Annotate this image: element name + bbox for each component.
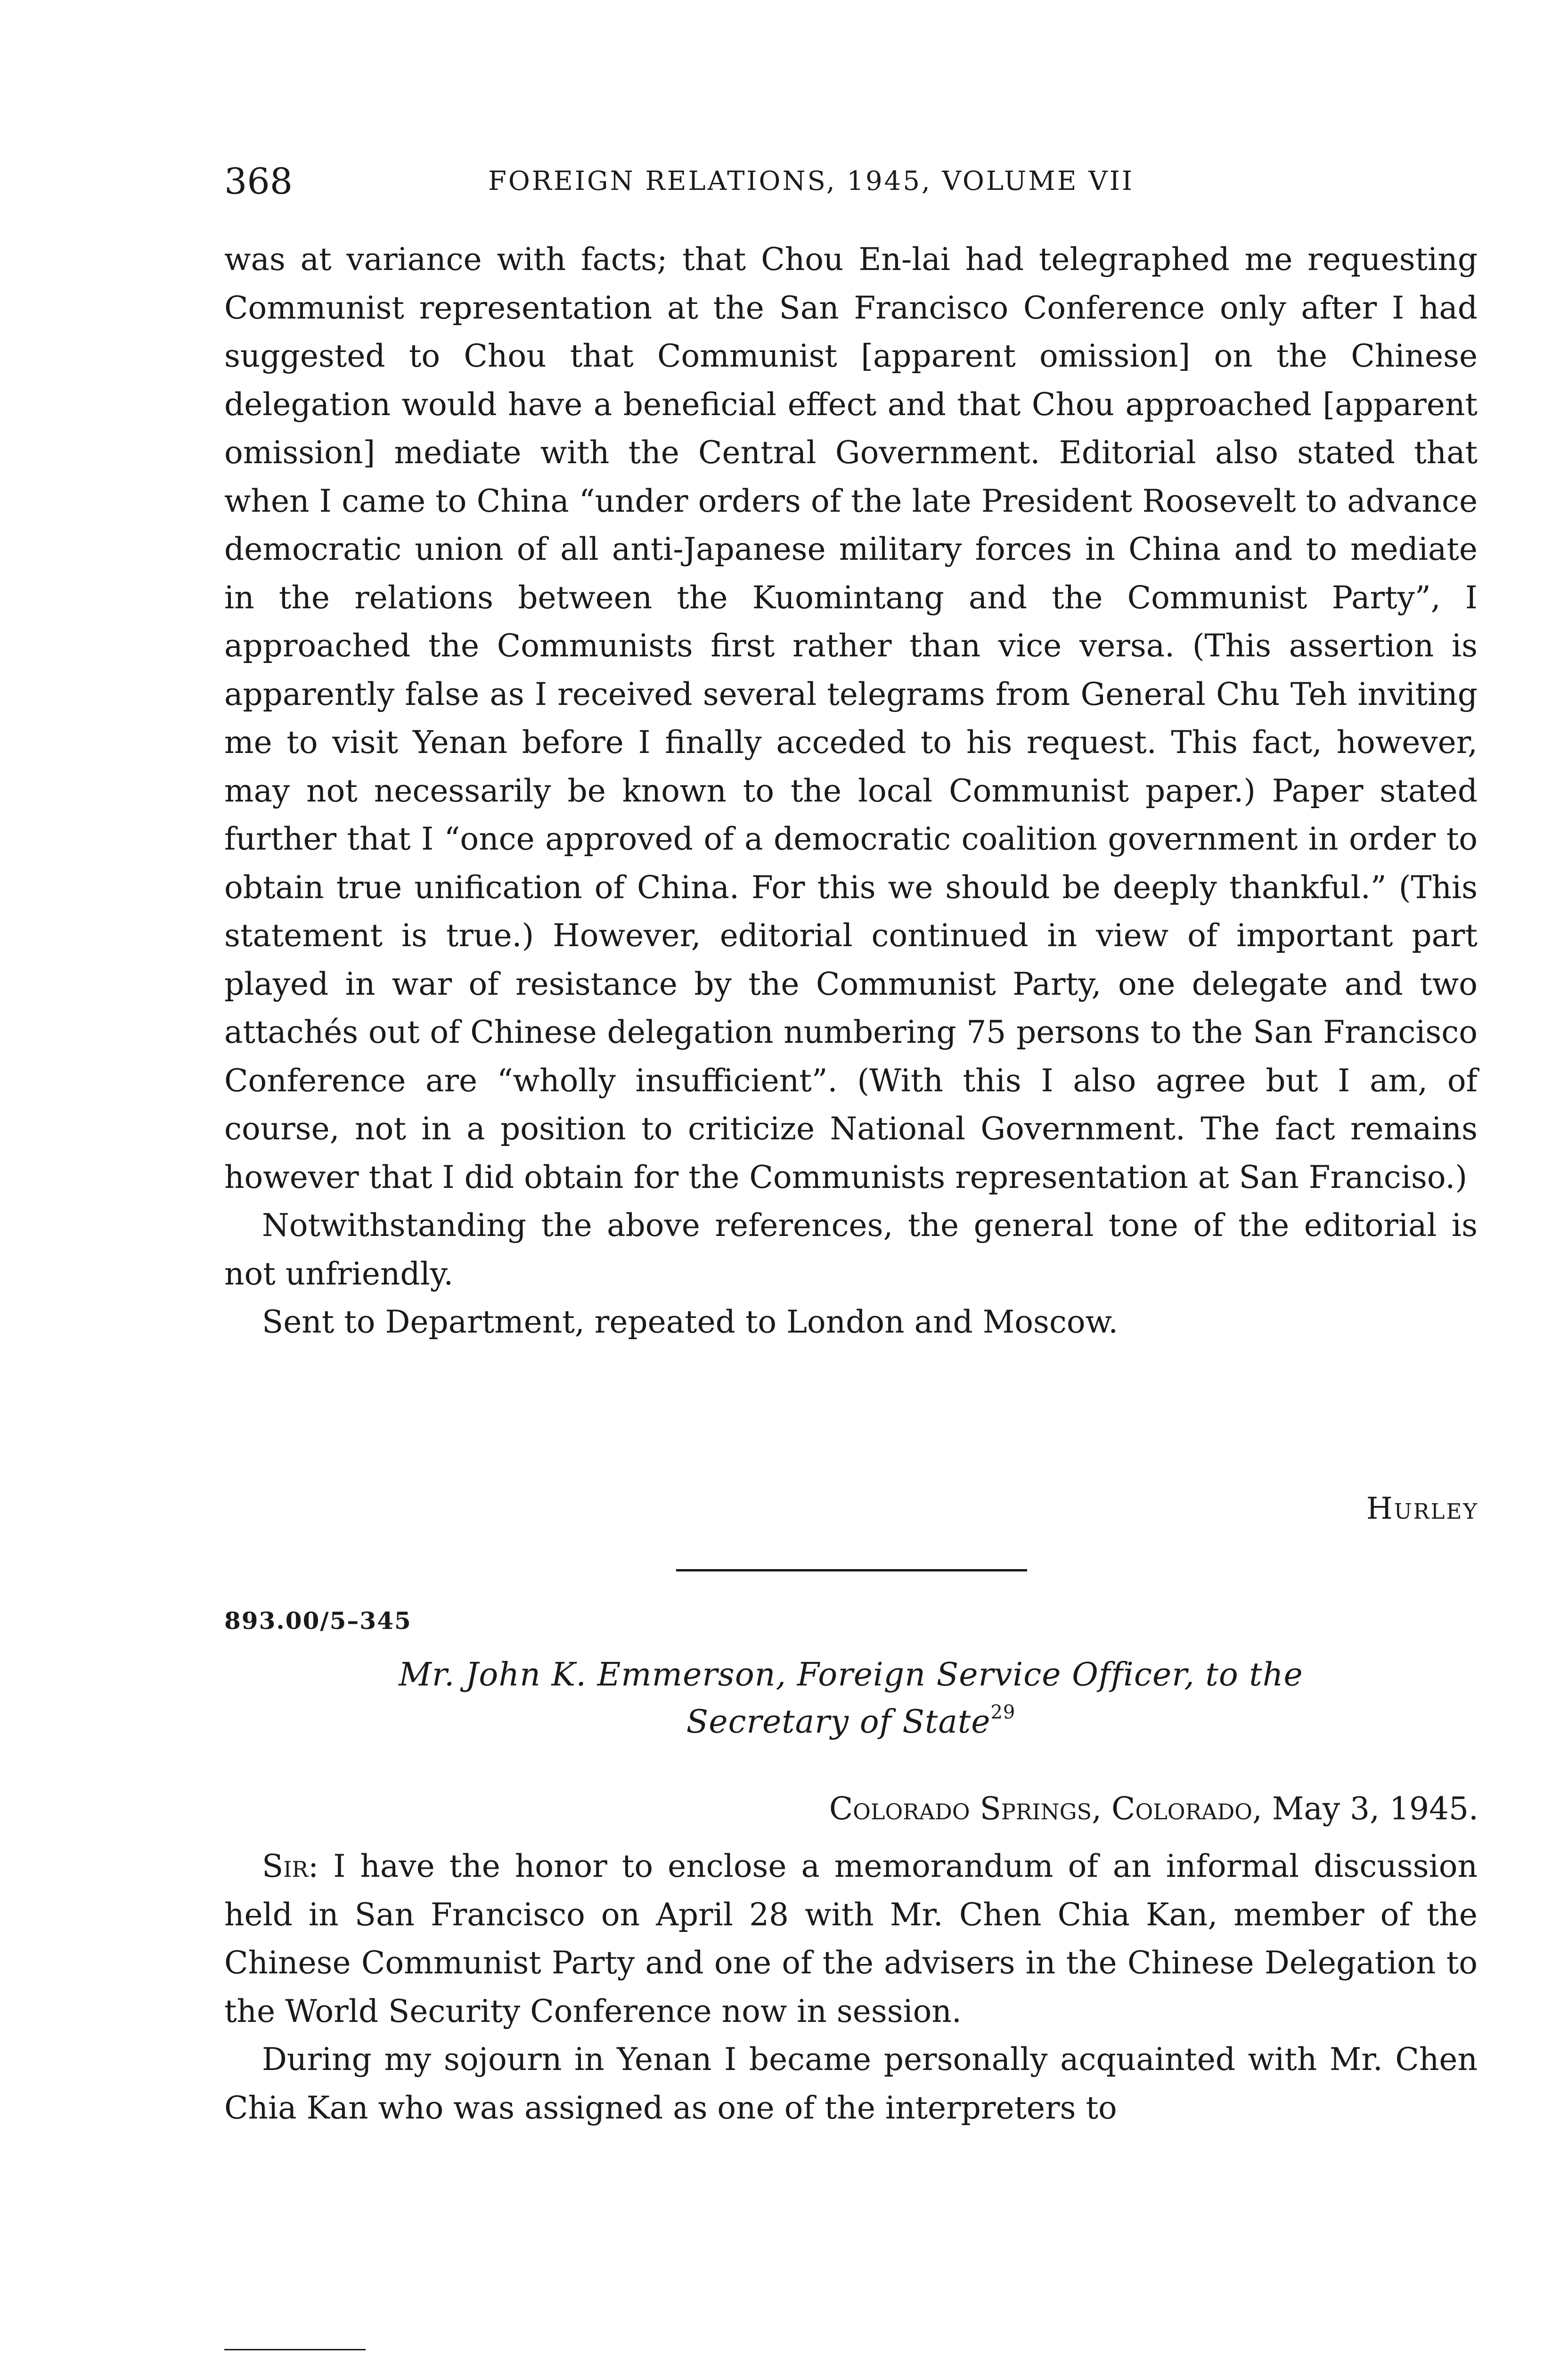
page-header [224,155,1478,207]
document-title [224,1652,1478,1746]
document-title-line [224,1699,1478,1746]
telegram-paragraph-continued: was at variance with facts; that Chou En-lai had telegraphed me requesting Communist representation at the San Francisco Conference only after I had suggested to Chou that Communist [apparent omission] on the Chinese delegation would have a beneficial effect and that Chou approached [apparent omission] mediate with the Central Government. Editorial also stated that when I came to China “under orders of the late President Roosevelt to advance democratic union of all anti-Japanese military forces in China and to mediate in the relations between the Kuomintang and the Communist Party”, I approached the Communists first rather than vice versa. (This assertion is apparently false as I received several telegrams from General Chu Teh inviting me to visit Yenan before I finally acceded to his request. This fact, however, may not necessarily be known to the local Communist paper.) Paper stated further that I “once approved of a democratic coalition government in order to obtain true unification of China. For this we should be deeply thankful.” (This statement is true.) However, editorial continued in view of important part played in war of resistance by the Communist Party, one delegate and two attachés out of Chinese delegation numbering 75 persons to the San Francisco Conference are “wholly insufficient”. (With this I also agree but I am, of course, not in a position to criticize National Government. The fact remains however that I did obtain for the Communists representation at San Franciso.) [224,241,1478,1195]
telegram-paragraph: Sent to Department, repeated to London and Moscow. [262,1304,1119,1340]
signature-hurley: Hurley [1366,1491,1478,1526]
salutation: Sir: [262,1848,319,1884]
letter-paragraph-text: I have the honor to enclose a memorandum of an informal discussion held in San Francisco on April 28 with Mr. Chen Chia Kan, member of the Chinese Communist Party and one of the advisers in the Chinese Delegation to the World Security Conference now in session. [224,1848,1478,2029]
footnote-rule [224,2349,366,2350]
section-divider [676,1569,1027,1571]
dateline-place: Colorado Springs, Colorado, [829,1791,1262,1827]
document-title-line: Mr. John K. Emmerson, Foreign Service Officer, to the [399,1656,1303,1693]
page-number: 368 [224,160,293,202]
file-number: 893.00/5–345 [224,1607,412,1635]
dateline [829,1791,1478,1827]
running-head: FOREIGN RELATIONS, 1945, VOLUME VII [488,166,1134,196]
letter-paragraph: During my sojourn in Yenan I became personally acquainted with Mr. Chen Chia Kan who was assigned as one of the interpreters to [224,2041,1478,2126]
dateline-date: May 3, 1945. [1272,1791,1478,1827]
telegram-paragraph: Notwithstanding the above references, the general tone of the editorial is not unfriendly. [224,1207,1478,1292]
footnote-reference: 29 [990,1702,1016,1723]
telegram-body [224,236,1478,1347]
letter-paragraph [224,1842,1478,2036]
letter-body [224,1842,1478,2132]
document-title-text: Secretary of State [686,1703,991,1741]
